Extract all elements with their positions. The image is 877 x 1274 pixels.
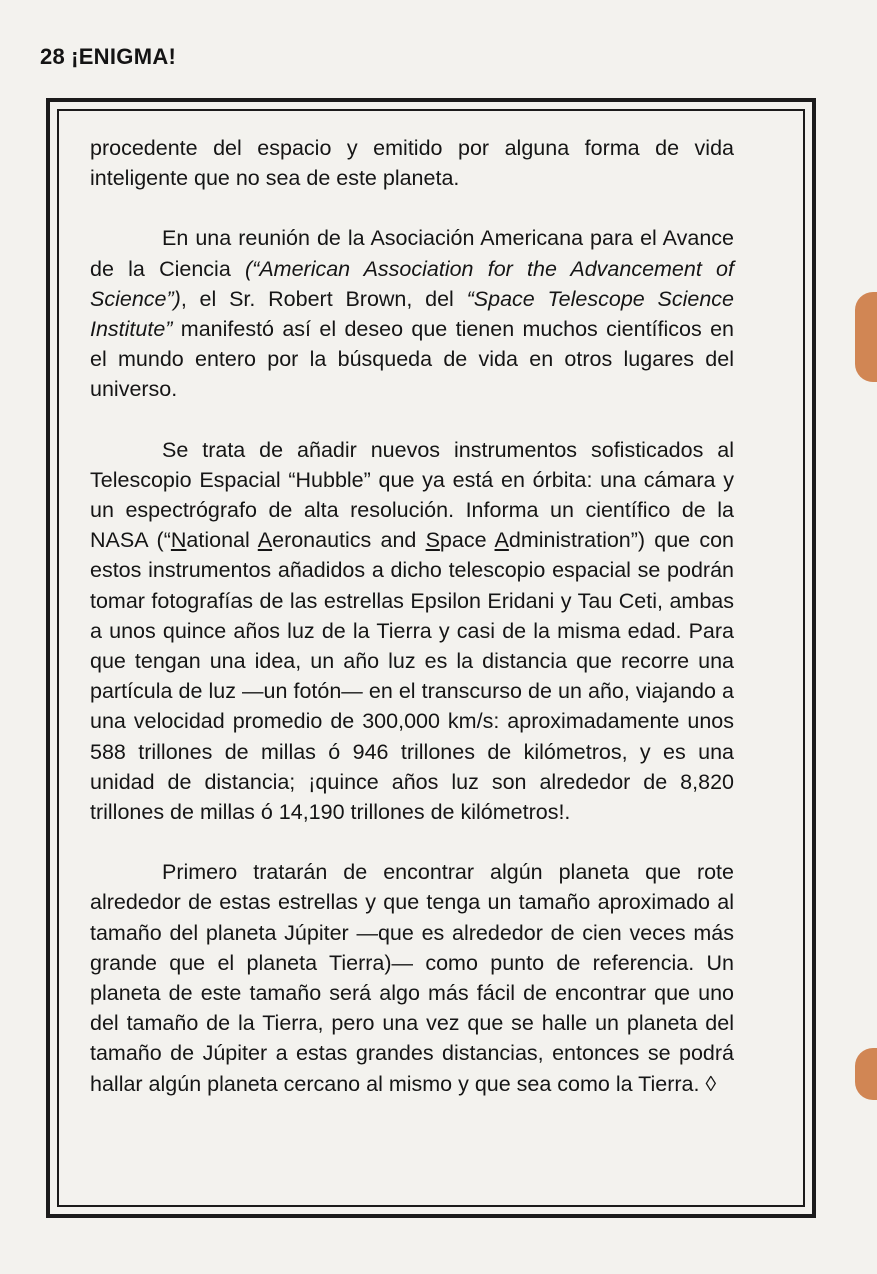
acronym-letter-n: N bbox=[170, 528, 187, 553]
paragraph-2-italic-stsci: “Space Telescope Science Institute” bbox=[90, 286, 734, 342]
paragraph-2 bbox=[90, 223, 734, 404]
page-header bbox=[40, 44, 176, 70]
acronym-letter-a: A bbox=[257, 528, 273, 553]
page-number: 28 bbox=[40, 44, 66, 69]
paragraph-2-text-e: manifestó así el deseo que tienen muchos científicos en el mundo entero por la búsqueda de vida en otros lugares del universo. bbox=[90, 317, 734, 402]
paragraph-3 bbox=[90, 435, 734, 828]
paragraph-2-text-a: En una reunión de la Asociación Americana para el Avance de la Ciencia bbox=[90, 226, 734, 281]
page-edge-tab-mark-lower bbox=[855, 1048, 877, 1100]
paragraph-4: Primero tratarán de encontrar algún planeta que rote alrededor de estas estrellas y que tenga un tamaño aproximado al tamaño del planeta Júpiter —que es alrededor de cien veces más grande que el planeta Tierra)— como punto de referencia. Un planeta de este tamaño será algo más fácil de encontrar que uno del tamaño de la Tierra, pero una vez que se halle un planeta del tamaño de Júpiter a estas grandes distancias, entonces se podrá hallar algún planeta cercano al mismo y que sea como la Tierra. ◊ bbox=[90, 860, 734, 1096]
paragraph-1: procedente del espacio y emitido por alguna forma de vida inteligente que no sea de este planeta. bbox=[90, 136, 734, 191]
book-title: ¡ENIGMA! bbox=[71, 44, 177, 69]
paragraph-3-text-e: dministration”) que con estos instrumentos añadidos a dicho telescopio espacial se podrán tomar fotografías de las estrellas Epsilon Eridani y Tau Ceti, ambas a unos quince años luz de la Tierra y casi de la misma edad. Para que tengan una idea, un año luz es la distancia que recorre una partícula de luz —un fotón— en el transcurso de un año, viajando a una velocidad promedio de 300,000 km/s: aproximadamente unos 588 trillones de millas ó 946 trillones de kilómetros, y es una unidad de distancia; ¡quince años luz son alrededor de 8,820 trillones de millas ó 14,190 trillones de kilómetros!. bbox=[90, 528, 734, 825]
page-edge-tab-mark bbox=[855, 292, 877, 382]
paragraph-3-text-b: ational bbox=[186, 528, 258, 553]
acronym-letter-a-2: A bbox=[494, 528, 509, 553]
paragraph-3-text-a: Se trata de añadir nuevos instrumentos sofisticados al Telescopio Espacial “Hubble” que ya está en órbita: una cámara y un espectrógrafo de alta resolución. Informa un científico de la NASA (“ bbox=[90, 437, 734, 553]
paragraph-2-text-c: , el Sr. Robert Brown, del bbox=[180, 286, 467, 311]
acronym-letter-s: S bbox=[425, 528, 440, 553]
paragraph-3-text-d: pace bbox=[439, 528, 495, 553]
article-body bbox=[90, 133, 734, 1129]
paragraph-2-italic-aaas: (“American Association for the Advancement of Science”) bbox=[90, 256, 734, 311]
paragraph-3-text-c: eronautics and bbox=[272, 528, 426, 553]
